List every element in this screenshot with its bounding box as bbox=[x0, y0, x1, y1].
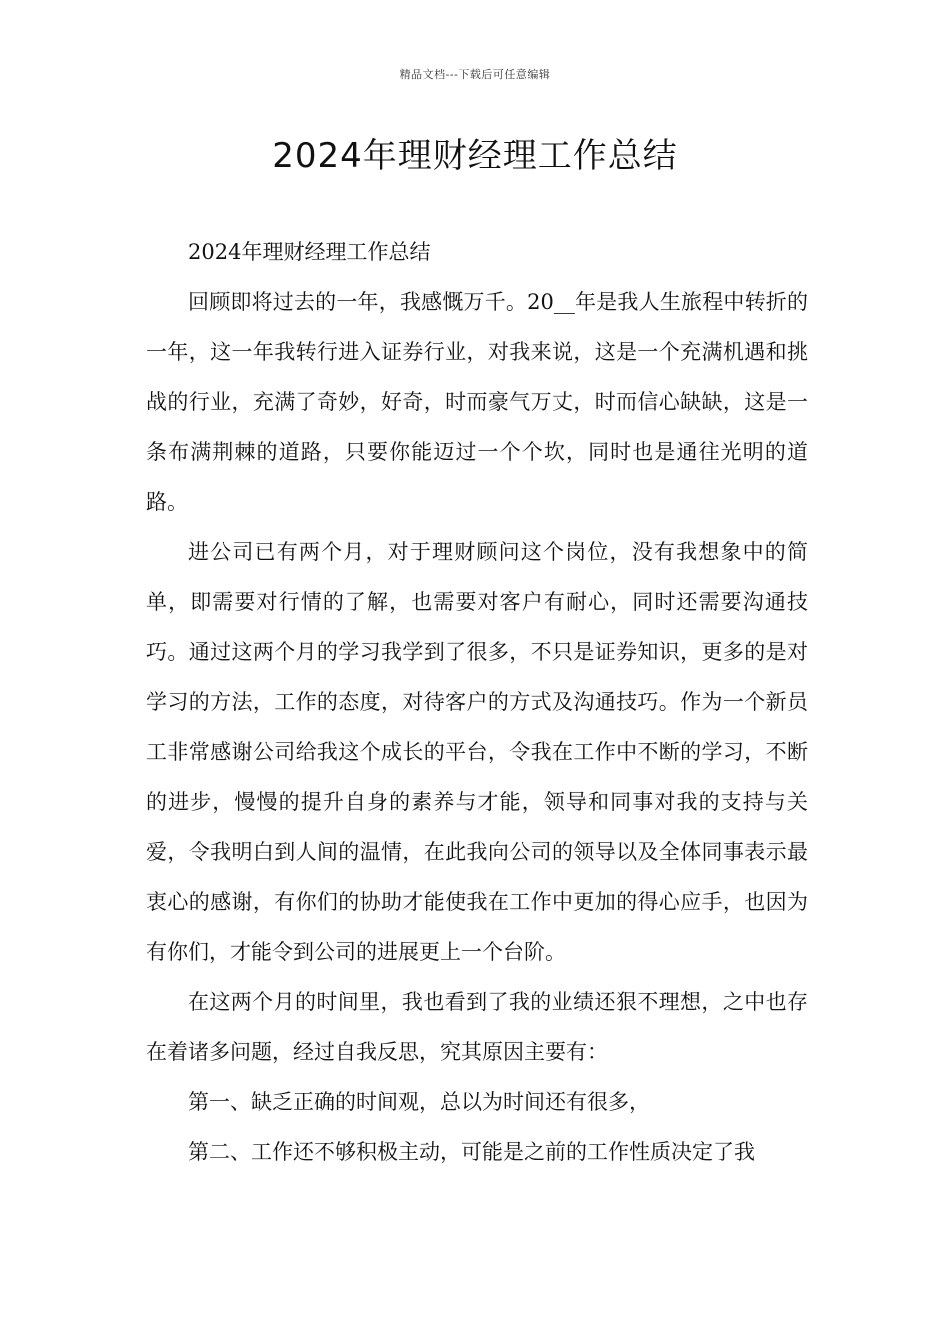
body-paragraph: 在这两个月的时间里，我也看到了我的业绩还狠不理想，之中也存在着诸多问题，经过自我反思，究其原因主要有： bbox=[146, 990, 808, 1064]
body-paragraph: 回顾即将过去的一年，我感慨万千。20__年是我人生旅程中转折的一年，这一年我转行进入证券行业，对我来说，这是一个充满机遇和挑战的行业，充满了奇妙，好奇，时而豪气万丈，时而信心缺缺，这是一条布满荆棘的道路，只要你能迈过一个个坎，同时也是通往光明的道路。 bbox=[146, 290, 808, 514]
body-paragraph: 第二、工作还不够积极主动，可能是之前的工作性质决定了我 bbox=[188, 1140, 755, 1164]
header-note: 精品文档---下载后可任意编辑 bbox=[399, 68, 551, 81]
document-body bbox=[146, 227, 808, 1177]
body-subtitle: 2024年理财经理工作总结 bbox=[188, 240, 431, 264]
body-paragraph: 进公司已有两个月，对于理财顾问这个岗位，没有我想象中的简单，即需要对行情的了解，也需要对客户有耐心，同时还需要沟通技巧。通过这两个月的学习我学到了很多，不只是证券知识，更多的是对学习的方法，工作的态度，对待客户的方式及沟通技巧。作为一个新员工非常感谢公司给我这个成长的平台，令我在工作中不断的学习，不断的进步，慢慢的提升自身的素养与才能，领导和同事对我的支持与关爱，令我明白到人间的温情，在此我向公司的领导以及全体同事表示最衷心的感谢，有你们的协助才能使我在工作中更加的得心应手，也因为有你们，才能令到公司的进展更上一个台阶。 bbox=[146, 540, 808, 964]
document-title: 2024年理财经理工作总结 bbox=[272, 136, 678, 176]
body-paragraph: 第一、缺乏正确的时间观，总以为时间还有很多， bbox=[188, 1090, 650, 1114]
